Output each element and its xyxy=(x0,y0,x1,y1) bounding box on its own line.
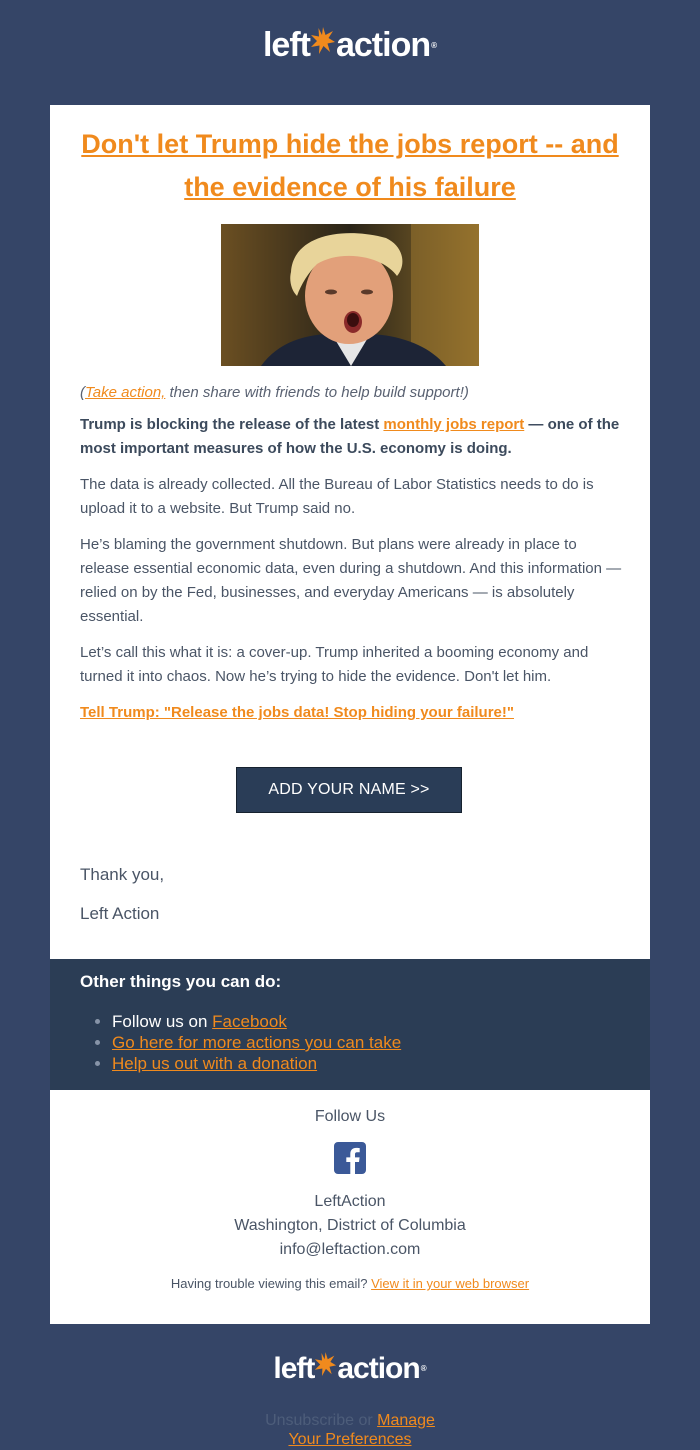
paragraph-1: The data is already collected. All the Bureau of Labor Statistics needs to do is upload it to a website. But Trump said no. xyxy=(80,476,594,517)
unsubscribe-line-2 xyxy=(0,1430,700,1449)
headline xyxy=(80,123,620,209)
intro-rest: then share with friends to help build support!) xyxy=(165,384,469,401)
body-copy xyxy=(80,381,628,737)
signoff-thanks: Thank you, xyxy=(80,865,165,884)
leftaction-logo-top xyxy=(0,26,700,65)
preferences-link[interactable]: Your Preferences xyxy=(288,1431,412,1448)
trouble-text: Having trouble viewing this email? xyxy=(170,1276,372,1291)
view-in-browser-link[interactable]: View it in your web browser xyxy=(371,1276,530,1291)
org-email: info@leftaction.com xyxy=(279,1241,421,1258)
other-actions-panel xyxy=(50,959,650,1090)
logo-text-left: left xyxy=(273,1351,315,1385)
paragraph-2: He’s blaming the government shutdown. But plans were already in place to release essential economic data, even during a shutdown. And this information — relied on by the Fed, businesses, and everyday Americans — is absolutely essential. xyxy=(80,536,622,625)
manage-link[interactable]: Manage xyxy=(377,1412,435,1429)
logo-text-left: left xyxy=(262,26,310,64)
list-item xyxy=(112,1011,401,1032)
lead-before: Trump is blocking the release of the latest xyxy=(80,416,384,433)
facebook-icon[interactable] xyxy=(334,1142,366,1174)
list-item-text: Follow us on xyxy=(112,1012,213,1031)
signoff-name: Left Action xyxy=(80,904,160,923)
follow-us-label: Follow Us xyxy=(314,1108,386,1125)
leftaction-logo-bottom xyxy=(0,1351,700,1386)
org-address xyxy=(50,1190,650,1262)
tell-trump-link[interactable]: Tell Trump: "Release the jobs data! Stop hiding your failure!" xyxy=(80,704,514,721)
hero-image[interactable] xyxy=(221,224,479,366)
footer-card xyxy=(50,1090,650,1324)
cta-paragraph xyxy=(80,701,628,725)
org-location: Washington, District of Columbia xyxy=(234,1217,466,1234)
logo-text-right: action xyxy=(335,26,431,64)
donation-link[interactable]: Help us out with a donation xyxy=(112,1054,318,1073)
intro-paren: ( xyxy=(80,384,85,401)
unsubscribe-line-1 xyxy=(0,1411,700,1430)
trouble-viewing xyxy=(50,1276,650,1291)
logo-text-right: action xyxy=(337,1351,420,1385)
signoff xyxy=(80,855,164,933)
starburst-icon xyxy=(314,1351,337,1386)
more-actions-link[interactable]: Go here for more actions you can take xyxy=(112,1033,402,1052)
list-item xyxy=(112,1032,401,1053)
other-actions-list xyxy=(80,1011,401,1074)
headline-link[interactable]: Don't let Trump hide the jobs report -- and the evidence of his failure xyxy=(81,129,619,202)
add-your-name-button[interactable]: ADD YOUR NAME >> xyxy=(236,767,462,813)
unsubscribe-text: Unsubscribe or xyxy=(265,1412,378,1429)
take-action-link[interactable]: Take action, xyxy=(85,384,166,401)
starburst-icon xyxy=(310,26,336,65)
list-item xyxy=(112,1053,401,1074)
unsubscribe-area xyxy=(0,1411,700,1449)
other-actions-heading: Other things you can do: xyxy=(80,972,282,991)
org-name: LeftAction xyxy=(314,1193,386,1210)
jobs-report-link[interactable]: monthly jobs report xyxy=(383,416,525,433)
paragraph-3: Let’s call this what it is: a cover-up. Trump inherited a booming economy and turned it into chaos. Now he’s trying to hide the evidence. Don't let him. xyxy=(80,644,589,685)
intro-line xyxy=(80,381,628,405)
facebook-link[interactable]: Facebook xyxy=(212,1012,287,1031)
main-card xyxy=(50,105,650,959)
registered-mark: ® xyxy=(420,1364,427,1373)
lead-after: — one of the most important measures of how the U.S. economy is doing. xyxy=(80,416,620,457)
lead-paragraph xyxy=(80,413,628,461)
registered-mark: ® xyxy=(431,41,438,50)
